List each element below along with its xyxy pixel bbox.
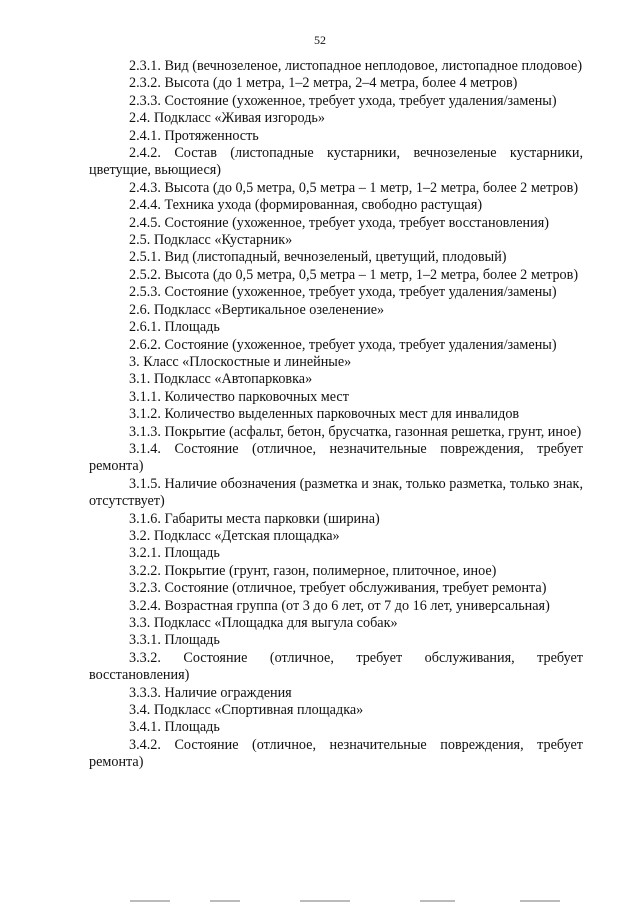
paragraph: 3.1.3. Покрытие (асфальт, бетон, брусчатка, газонная решетка, грунт, иное) — [129, 423, 582, 440]
paragraph: 3.4.1. Площадь — [129, 719, 220, 736]
paragraph: 3.1.1. Количество парковочных мест — [129, 388, 349, 405]
paragraph: 3.4. Подкласс «Спортивная площадка» — [129, 702, 364, 719]
paragraph: 3.4.2. Состояние (отличное, незначительные повреждения, требует ремонта) — [89, 736, 583, 771]
paragraph: 3. Класс «Плоскостные и линейные» — [129, 353, 352, 370]
paragraph: 2.5.3. Состояние (ухоженное, требует ухода, требует удаления/замены) — [129, 284, 557, 301]
paragraph: 2.3.1. Вид (вечнозеленое, листопадное неплодовое, листопадное плодовое) — [129, 58, 583, 74]
paragraph: 3.2. Подкласс «Детская площадка» — [129, 527, 340, 544]
paragraph: 2.4.5. Состояние (ухоженное, требует ухода, требует восстановления) — [129, 214, 549, 231]
paragraph: 3.3.3. Наличие ограждения — [129, 684, 292, 701]
paragraph: 3.1. Подкласс «Автопарковка» — [129, 371, 313, 388]
paragraph: 2.4.4. Техника ухода (формированная, свободно растущая) — [129, 197, 483, 214]
scan-edge-artifact — [0, 898, 640, 905]
paragraph: 3.3. Подкласс «Площадка для выгула собак» — [129, 615, 398, 631]
paragraph: 3.2.2. Покрытие (грунт, газон, полимерное, плиточное, иное) — [129, 562, 497, 579]
paragraph: 3.1.5. Наличие обозначения (разметка и знак, только разметка, только знак, отсутствует) — [89, 475, 583, 510]
paragraph: 3.1.2. Количество выделенных парковочных мест для инвалидов — [129, 406, 520, 423]
paragraph: 2.6.1. Площадь — [129, 319, 220, 336]
paragraph: 3.2.3. Состояние (отличное, требует обслуживания, требует ремонта) — [129, 580, 547, 597]
paragraph: 2.4. Подкласс «Живая изгородь» — [129, 110, 325, 127]
paragraph: 3.3.1. Площадь — [129, 632, 220, 649]
paragraph: 2.4.2. Состав (листопадные кустарники, вечнозеленые кустарники, цветущие, вьющиеся) — [89, 145, 583, 179]
paragraph: 2.6. Подкласс «Вертикальное озеленение» — [129, 301, 385, 318]
paragraph: 2.5.1. Вид (листопадный, вечнозеленый, цветущий, плодовый) — [129, 249, 507, 266]
page-number: 52 — [314, 33, 326, 47]
paragraph: 2.5.2. Высота (до 0,5 метра, 0,5 метра – 1 метр, 1–2 метра, более 2 метров) — [129, 266, 579, 283]
paragraph: 3.3.2. Состояние (отличное, требует обслуживания, требует восстановления) — [89, 649, 583, 684]
paragraph: 2.4.3. Высота (до 0,5 метра, 0,5 метра – 1 метр, 1–2 метра, более 2 метров) — [129, 179, 579, 196]
paragraph: 2.3.2. Высота (до 1 метра, 1–2 метра, 2–4 метра, более 4 метров) — [129, 75, 518, 92]
paragraph: 3.2.1. Площадь — [129, 545, 220, 562]
paragraph: 2.5. Подкласс «Кустарник» — [129, 232, 293, 249]
paragraph: 3.2.4. Возрастная группа (от 3 до 6 лет, от 7 до 16 лет, универсальная) — [129, 597, 550, 614]
document-body — [0, 58, 640, 772]
paragraph: 2.3.3. Состояние (ухоженное, требует ухода, требует удаления/замены) — [129, 92, 557, 109]
paragraph: 3.1.4. Состояние (отличное, незначительные повреждения, требует ремонта) — [89, 440, 583, 475]
paragraph: 2.4.1. Протяженность — [129, 127, 259, 144]
paragraph: 2.6.2. Состояние (ухоженное, требует ухода, требует удаления/замены) — [129, 336, 557, 353]
paragraph: 3.1.6. Габариты места парковки (ширина) — [129, 510, 380, 527]
